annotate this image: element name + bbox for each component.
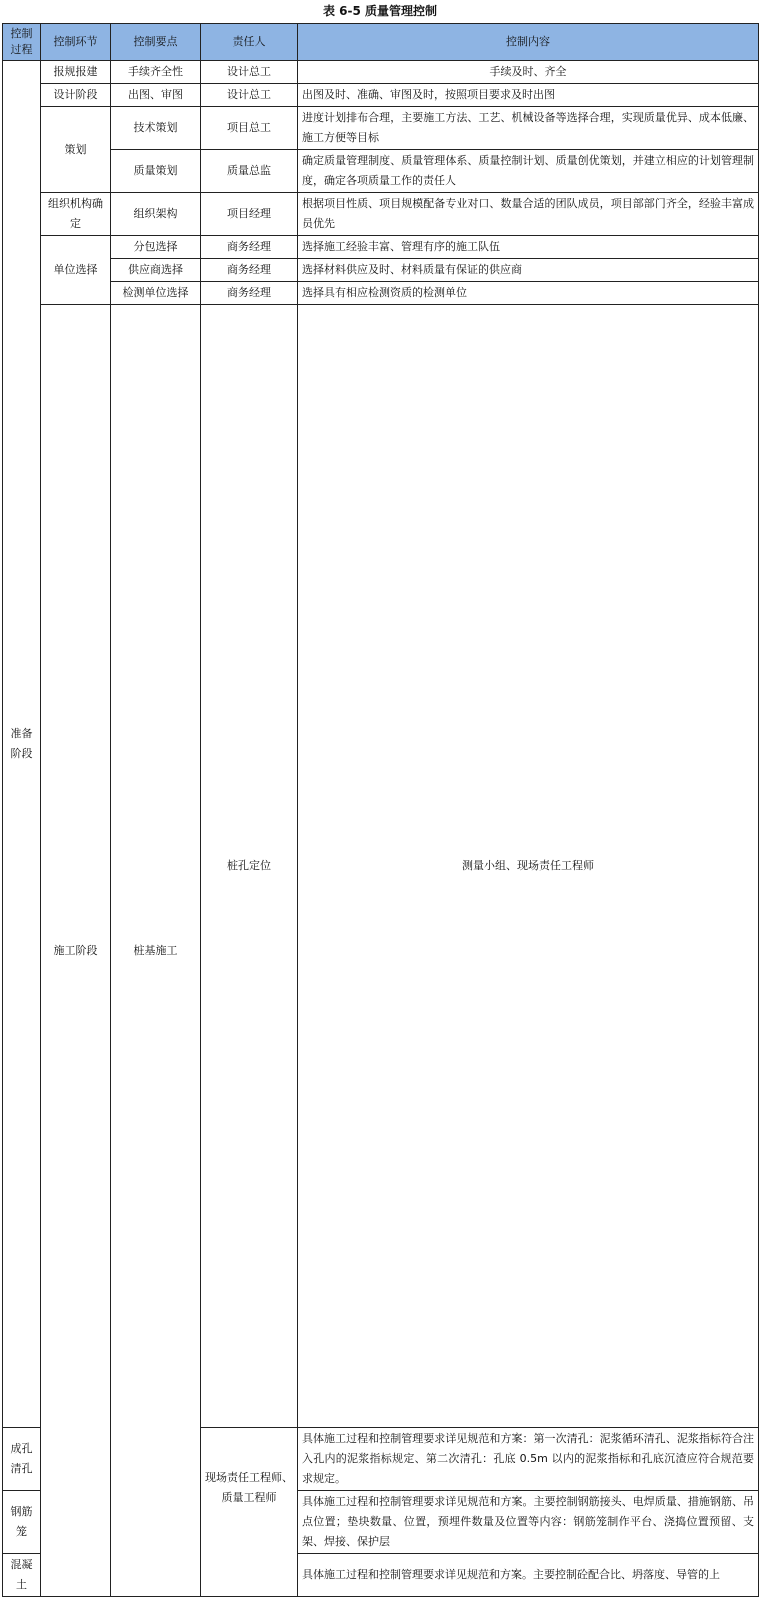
owner-cell: 项目总工	[201, 107, 298, 150]
step-cell: 桩基施工	[111, 305, 201, 1597]
content-cell: 确定质量管理制度、质量管理体系、质量控制计划、质量创优策划，并建立相应的计划管理制度，确定各项质量工作的责任人	[298, 150, 759, 193]
owner-cell: 商务经理	[201, 259, 298, 282]
point-cell: 技术策划	[111, 107, 201, 150]
step-cell: 组织机构确定	[41, 193, 111, 236]
stage-build: 施工阶段	[41, 305, 111, 1597]
content-cell: 进度计划排布合理，主要施工方法、工艺、机械设备等选择合理，实现质量优异、成本低廉、施工方便等目标	[298, 107, 759, 150]
content-cell: 出图及时、准确、审图及时，按照项目要求及时出图	[298, 84, 759, 107]
header-step: 控制环节	[41, 24, 111, 61]
table-row	[3, 236, 759, 259]
point-cell: 检测单位选择	[111, 282, 201, 305]
header-point: 控制要点	[111, 24, 201, 61]
content-cell: 具体施工过程和控制管理要求详见规范和方案。主要控制钢筋接头、电焊质量、措施钢筋、吊点位置；垫块数量、位置，预埋件数量及位置等内容：钢筋笼制作平台、浇捣位置预留、支架、焊接、保护层	[298, 1491, 759, 1554]
owner-cell: 商务经理	[201, 282, 298, 305]
owner-cell: 设计总工	[201, 84, 298, 107]
header-row	[3, 24, 759, 61]
point-cell: 桩孔定位	[201, 305, 298, 1428]
step-cell: 设计阶段	[41, 84, 111, 107]
table-caption: 表 6-5 质量管理控制	[322, 4, 438, 18]
point-cell: 混凝土	[3, 1554, 41, 1597]
point-cell: 质量策划	[111, 150, 201, 193]
table-row	[3, 107, 759, 150]
table-row	[3, 150, 759, 193]
step-cell: 单位选择	[41, 236, 111, 305]
point-cell: 钢筋笼	[3, 1491, 41, 1554]
table-row	[3, 259, 759, 282]
content-cell: 手续及时、齐全	[298, 61, 759, 84]
table-row	[3, 84, 759, 107]
quality-control-table	[2, 23, 759, 1597]
table-row	[3, 282, 759, 305]
owner-cell: 项目经理	[201, 193, 298, 236]
point-cell: 成孔清孔	[3, 1428, 41, 1491]
step-cell: 策划	[41, 107, 111, 193]
content-cell: 根据项目性质、项目规模配备专业对口、数量合适的团队成员，项目部部门齐全，经验丰富成员优先	[298, 193, 759, 236]
content-cell: 具体施工过程和控制管理要求详见规范和方案。主要控制砼配合比、坍落度、导管的上	[298, 1554, 759, 1597]
point-cell: 分包选择	[111, 236, 201, 259]
owner-cell: 现场责任工程师、质量工程师	[201, 1428, 298, 1597]
content-cell: 具体施工过程和控制管理要求详见规范和方案：第一次清孔：泥浆循环清孔、泥浆指标符合注入孔内的泥浆指标规定、第二次清孔：孔底 0.5m 以内的泥浆指标和孔底沉渣应符合规范要求规定。	[298, 1428, 759, 1491]
table-row	[3, 305, 759, 1428]
header-process: 控制过程	[3, 24, 41, 61]
content-cell: 选择材料供应及时、材料质量有保证的供应商	[298, 259, 759, 282]
owner-cell: 商务经理	[201, 236, 298, 259]
stage-prep: 准备阶段	[3, 61, 41, 1428]
point-cell: 组织架构	[111, 193, 201, 236]
header-content: 控制内容	[298, 24, 759, 61]
table-row	[3, 193, 759, 236]
owner-cell: 设计总工	[201, 61, 298, 84]
owner-cell: 测量小组、现场责任工程师	[298, 305, 759, 1428]
point-cell: 出图、审图	[111, 84, 201, 107]
point-cell: 供应商选择	[111, 259, 201, 282]
table-row	[3, 61, 759, 84]
header-owner: 责任人	[201, 24, 298, 61]
step-cell: 报规报建	[41, 61, 111, 84]
owner-cell: 质量总监	[201, 150, 298, 193]
point-cell: 手续齐全性	[111, 61, 201, 84]
content-cell: 选择施工经验丰富、管理有序的施工队伍	[298, 236, 759, 259]
content-cell: 选择具有相应检测资质的检测单位	[298, 282, 759, 305]
